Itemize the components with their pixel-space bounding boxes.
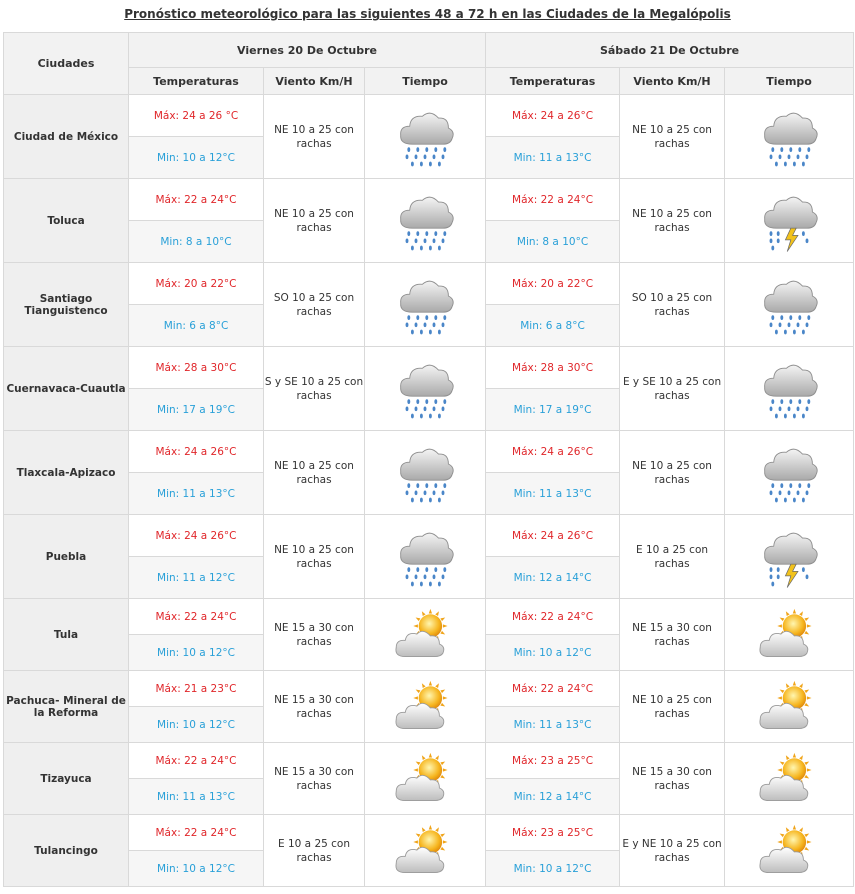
weather-cell <box>725 743 854 815</box>
weather-cell <box>725 815 854 887</box>
partly-cloudy-icon <box>365 602 485 668</box>
max-temp: Máx: 22 a 24°C <box>129 815 264 851</box>
wind-header: Viento Km/H <box>264 68 365 95</box>
max-temp: Máx: 22 a 24°C <box>129 179 264 221</box>
wind-cell: E y NE 10 a 25 con rachas <box>620 815 725 887</box>
max-temp: Máx: 22 a 24°C <box>486 671 620 707</box>
table-row <box>4 515 854 557</box>
min-temp: Min: 11 a 13°C <box>486 473 620 515</box>
rain-icon <box>725 440 853 506</box>
table-row <box>4 743 854 779</box>
wind-cell: SO 10 a 25 con rachas <box>620 263 725 347</box>
table-row <box>4 179 854 221</box>
weather-cell <box>365 515 486 599</box>
min-temp: Min: 10 a 12°C <box>129 137 264 179</box>
partly-cloudy-icon <box>725 674 853 740</box>
city-name: Cuernavaca-Cuautla <box>4 347 129 431</box>
min-temp: Min: 11 a 13°C <box>129 779 264 815</box>
min-temp: Min: 12 a 14°C <box>486 779 620 815</box>
thunderstorm-icon <box>725 188 853 254</box>
weather-cell <box>725 599 854 671</box>
day1-header: Viernes 20 De Octubre <box>129 33 486 68</box>
max-temp: Máx: 24 a 26 °C <box>129 95 264 137</box>
weather-cell <box>365 347 486 431</box>
weather-header: Tiempo <box>365 68 486 95</box>
partly-cloudy-icon <box>365 674 485 740</box>
weather-cell <box>365 431 486 515</box>
max-temp: Máx: 24 a 26°C <box>129 431 264 473</box>
min-temp: Min: 11 a 13°C <box>129 473 264 515</box>
min-temp: Min: 10 a 12°C <box>129 851 264 887</box>
min-temp: Min: 12 a 14°C <box>486 557 620 599</box>
wind-cell: NE 15 a 30 con rachas <box>264 743 365 815</box>
max-temp: Máx: 24 a 26°C <box>486 431 620 473</box>
city-name: Santiago Tianguistenco <box>4 263 129 347</box>
thunderstorm-icon <box>725 524 853 590</box>
min-temp: Min: 6 a 8°C <box>129 305 264 347</box>
forecast-table <box>3 32 854 887</box>
wind-cell: NE 10 a 25 con rachas <box>620 431 725 515</box>
min-temp: Min: 11 a 13°C <box>486 137 620 179</box>
max-temp: Máx: 20 a 22°C <box>486 263 620 305</box>
wind-header: Viento Km/H <box>620 68 725 95</box>
wind-cell: NE 10 a 25 con rachas <box>264 95 365 179</box>
partly-cloudy-icon <box>725 602 853 668</box>
wind-cell: NE 10 a 25 con rachas <box>620 671 725 743</box>
weather-cell <box>725 431 854 515</box>
weather-cell <box>725 515 854 599</box>
partly-cloudy-icon <box>725 746 853 812</box>
partly-cloudy-icon <box>725 818 853 884</box>
partly-cloudy-icon <box>365 746 485 812</box>
max-temp: Máx: 28 a 30°C <box>486 347 620 389</box>
rain-icon <box>725 104 853 170</box>
table-row <box>4 263 854 305</box>
max-temp: Máx: 20 a 22°C <box>129 263 264 305</box>
rain-icon <box>365 356 485 422</box>
min-temp: Min: 17 a 19°C <box>129 389 264 431</box>
min-temp: Min: 10 a 12°C <box>486 851 620 887</box>
city-name: Tulancingo <box>4 815 129 887</box>
city-name: Pachuca- Mineral de la Reforma <box>4 671 129 743</box>
max-temp: Máx: 24 a 26°C <box>486 515 620 557</box>
max-temp: Máx: 22 a 24°C <box>486 599 620 635</box>
min-temp: Min: 10 a 12°C <box>486 635 620 671</box>
page-title: Pronóstico meteorológico para las siguientes 48 a 72 h en las Ciudades de la Megalópolis <box>124 7 731 21</box>
rain-icon <box>365 104 485 170</box>
wind-cell: E 10 a 25 con rachas <box>264 815 365 887</box>
weather-cell <box>365 671 486 743</box>
temps-header: Temperaturas <box>129 68 264 95</box>
wind-cell: NE 10 a 25 con rachas <box>264 431 365 515</box>
wind-cell: E 10 a 25 con rachas <box>620 515 725 599</box>
max-temp: Máx: 22 a 24°C <box>129 743 264 779</box>
max-temp: Máx: 22 a 24°C <box>129 599 264 635</box>
wind-cell: S y SE 10 a 25 con rachas <box>264 347 365 431</box>
weather-cell <box>725 671 854 743</box>
weather-cell <box>365 599 486 671</box>
min-temp: Min: 11 a 13°C <box>486 707 620 743</box>
rain-icon <box>365 440 485 506</box>
weather-cell <box>725 347 854 431</box>
wind-cell: NE 10 a 25 con rachas <box>264 179 365 263</box>
max-temp: Máx: 24 a 26°C <box>129 515 264 557</box>
wind-cell: NE 10 a 25 con rachas <box>620 95 725 179</box>
table-row <box>4 347 854 389</box>
wind-cell: E y SE 10 a 25 con rachas <box>620 347 725 431</box>
rain-icon <box>725 356 853 422</box>
max-temp: Máx: 23 a 25°C <box>486 743 620 779</box>
table-row <box>4 95 854 137</box>
city-name: Tula <box>4 599 129 671</box>
weather-cell <box>725 179 854 263</box>
table-row <box>4 599 854 635</box>
wind-cell: NE 15 a 30 con rachas <box>620 743 725 815</box>
wind-cell: SO 10 a 25 con rachas <box>264 263 365 347</box>
weather-cell <box>365 263 486 347</box>
partly-cloudy-icon <box>365 818 485 884</box>
min-temp: Min: 11 a 12°C <box>129 557 264 599</box>
city-name: Tlaxcala-Apizaco <box>4 431 129 515</box>
wind-cell: NE 15 a 30 con rachas <box>620 599 725 671</box>
wind-cell: NE 15 a 30 con rachas <box>264 599 365 671</box>
rain-icon <box>365 524 485 590</box>
weather-cell <box>725 263 854 347</box>
day2-header: Sábado 21 De Octubre <box>486 33 854 68</box>
weather-header: Tiempo <box>725 68 854 95</box>
weather-cell <box>365 179 486 263</box>
weather-cell <box>365 815 486 887</box>
min-temp: Min: 10 a 12°C <box>129 707 264 743</box>
wind-cell: NE 15 a 30 con rachas <box>264 671 365 743</box>
max-temp: Máx: 23 a 25°C <box>486 815 620 851</box>
city-name: Ciudad de México <box>4 95 129 179</box>
wind-cell: NE 10 a 25 con rachas <box>264 515 365 599</box>
min-temp: Min: 17 a 19°C <box>486 389 620 431</box>
table-row <box>4 431 854 473</box>
table-row <box>4 671 854 707</box>
weather-cell <box>725 95 854 179</box>
max-temp: Máx: 28 a 30°C <box>129 347 264 389</box>
cities-header: Ciudades <box>4 33 129 95</box>
max-temp: Máx: 21 a 23°C <box>129 671 264 707</box>
rain-icon <box>365 272 485 338</box>
min-temp: Min: 8 a 10°C <box>486 221 620 263</box>
rain-icon <box>365 188 485 254</box>
temps-header: Temperaturas <box>486 68 620 95</box>
table-row <box>4 815 854 851</box>
wind-cell: NE 10 a 25 con rachas <box>620 179 725 263</box>
max-temp: Máx: 24 a 26°C <box>486 95 620 137</box>
city-name: Tizayuca <box>4 743 129 815</box>
rain-icon <box>725 272 853 338</box>
min-temp: Min: 10 a 12°C <box>129 635 264 671</box>
city-name: Toluca <box>4 179 129 263</box>
max-temp: Máx: 22 a 24°C <box>486 179 620 221</box>
weather-cell <box>365 743 486 815</box>
min-temp: Min: 6 a 8°C <box>486 305 620 347</box>
min-temp: Min: 8 a 10°C <box>129 221 264 263</box>
weather-cell <box>365 95 486 179</box>
city-name: Puebla <box>4 515 129 599</box>
